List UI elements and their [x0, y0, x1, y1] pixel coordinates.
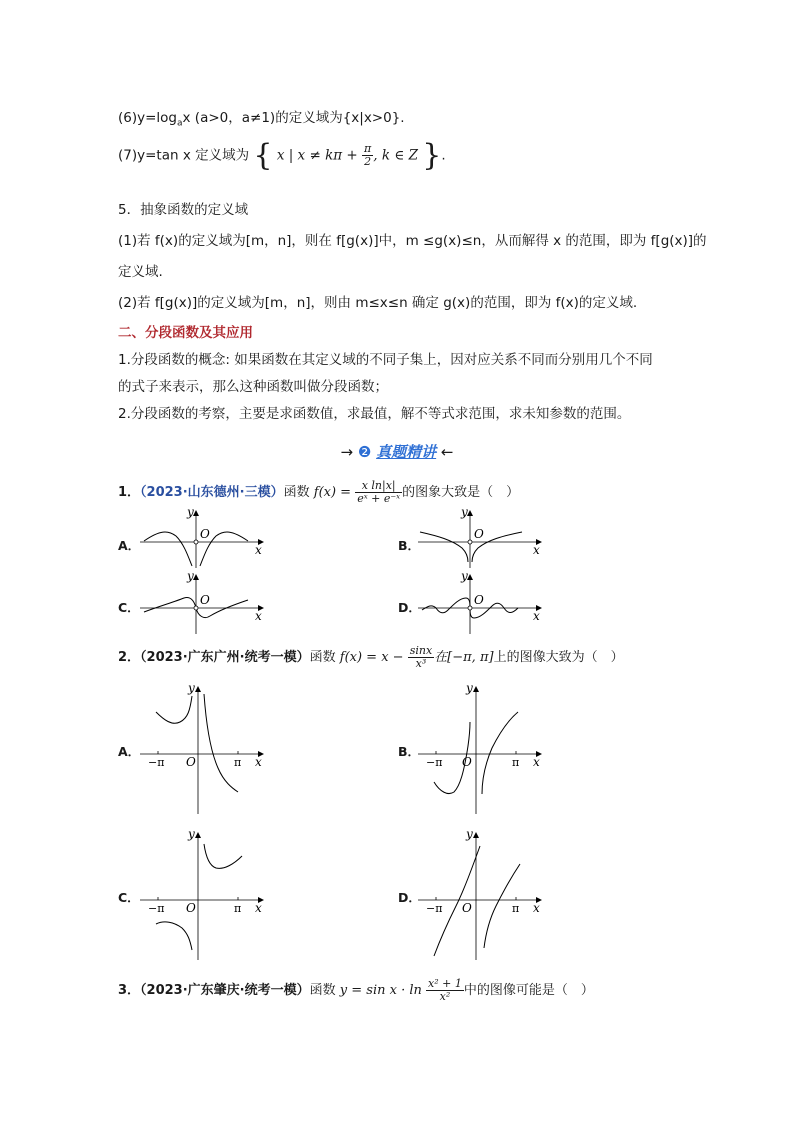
- question-3-stem: 3．（2023·广东肇庆·统考一模）函数 y = sin x · ln $\frac{\text{x² + 1}}{\text{x²}}$ 中的图像可能是（ ）: [118, 977, 594, 1004]
- y-axis-label: y: [187, 505, 194, 519]
- banner-badge: ❷: [357, 443, 372, 461]
- section-banner: [0, 441, 794, 462]
- log-domain-line: [118, 106, 405, 129]
- svg-text:x: x: [533, 543, 540, 557]
- q2-option-c-label[interactable]: C．: [118, 890, 140, 905]
- question-3-source: （2023·广东肇庆·统考一模）: [140, 983, 310, 999]
- section2-p1-line1: 1.分段函数的概念: 如果函数在其定义域的不同子集上，因对应关系不同而分别用几个不同: [118, 352, 653, 368]
- section2-heading: 二、分段函数及其应用: [118, 325, 253, 341]
- section2-p1-line2: 的式子来表示，那么这种函数叫做分段函数；: [118, 379, 388, 395]
- svg-text:y: y: [461, 505, 468, 519]
- svg-text:O: O: [186, 901, 196, 915]
- svg-text:y: y: [188, 681, 195, 695]
- q1-graph-a[interactable]: [140, 505, 270, 568]
- question-1-fraction: $\frac{\text{x ln|x|}}{\text{eˣ + e⁻ˣ}}$: [357, 479, 401, 506]
- question-2-stem: 2．（2023·广东广州·统考一模）函数 f(x) = x − $\frac{\sin x}{\text{x³}}$ 在[−π, π]上的图像大致为（ ）: [118, 644, 624, 671]
- svg-text:−π: −π: [148, 756, 165, 769]
- svg-text:O: O: [200, 593, 210, 607]
- svg-text:y: y: [461, 569, 468, 583]
- q1-graph-d[interactable]: [418, 570, 548, 634]
- q1-graph-b[interactable]: [418, 505, 548, 568]
- svg-text:O: O: [462, 755, 472, 769]
- svg-text:π: π: [512, 902, 520, 915]
- svg-text:π: π: [234, 902, 242, 915]
- q2-option-a-label[interactable]: A．: [118, 744, 141, 759]
- question-3-fraction: $\frac{\text{x² + 1}}{\text{x²}}$: [428, 977, 462, 1004]
- svg-text:π: π: [512, 756, 520, 769]
- tan-set-tail: , k ∈ Z: [373, 147, 418, 164]
- q1-option-a-label[interactable]: A．: [118, 538, 141, 553]
- q1-option-c-label[interactable]: C．: [118, 600, 140, 615]
- left-arrow: →: [340, 443, 354, 461]
- svg-text:x: x: [533, 755, 540, 769]
- q2-option-b-label[interactable]: B．: [398, 744, 421, 759]
- svg-text:y: y: [466, 827, 473, 841]
- question-1-source: （2023·山东德州·三模）: [140, 485, 284, 501]
- tan-set-body: x | x ≠ kπ +: [276, 147, 358, 164]
- svg-text:x: x: [255, 609, 262, 623]
- svg-text:O: O: [186, 755, 196, 769]
- right-arrow: ←: [440, 443, 454, 461]
- left-brace: {: [253, 138, 273, 173]
- q2-graph-b[interactable]: [418, 682, 548, 814]
- q2-graph-c[interactable]: [140, 828, 270, 960]
- section5-p1-line2: 定义域.: [118, 264, 163, 280]
- banner-text: 真题精讲: [376, 443, 437, 461]
- q2-graph-a[interactable]: [140, 682, 270, 814]
- svg-text:x: x: [533, 901, 540, 915]
- log-base: a: [177, 118, 183, 129]
- question-2-fraction: $\frac{\sin x}{\text{x³}}$: [409, 644, 433, 671]
- q1-option-d-label[interactable]: D．: [398, 600, 421, 615]
- pi-over-two: $\frac{\pi}{2}$: [364, 141, 372, 168]
- q2-option-d-label[interactable]: D．: [398, 890, 421, 905]
- svg-text:x: x: [255, 755, 262, 769]
- svg-text:O: O: [474, 527, 484, 541]
- q2-graph-d[interactable]: [418, 828, 548, 960]
- svg-text:−π: −π: [426, 902, 443, 915]
- log-prefix: (6)y=log: [118, 110, 178, 126]
- svg-text:O: O: [474, 593, 484, 607]
- right-brace: }: [422, 138, 442, 173]
- svg-text:y: y: [466, 681, 473, 695]
- svg-text:y: y: [188, 827, 195, 841]
- svg-text:−π: −π: [426, 756, 443, 769]
- tan-prefix: (7)y=tan x 定义域为: [118, 147, 250, 164]
- svg-text:π: π: [234, 756, 242, 769]
- question-1-stem: 1．（2023·山东德州·三模）函数 f(x) = $\frac{\text{x ln|x|}}{\text{eˣ + e⁻ˣ}}$ 的图象大致是（ ）: [118, 479, 520, 506]
- origin-label: O: [200, 527, 210, 541]
- question-2-source: （2023·广东广州·统考一模）: [140, 650, 310, 666]
- svg-text:−π: −π: [148, 902, 165, 915]
- log-suffix: x (a>0，a≠1)的定义域为{x|x>0}.: [182, 110, 405, 126]
- svg-text:y: y: [187, 569, 194, 583]
- section2-p2: 2.分段函数的考察，主要是求函数值，求最值，解不等式求范围，求未知参数的范围。: [118, 406, 631, 422]
- q1-graph-c[interactable]: [140, 570, 270, 634]
- x-axis-label: x: [255, 543, 262, 557]
- svg-text:x: x: [533, 609, 540, 623]
- q1-option-b-label[interactable]: B．: [398, 538, 421, 553]
- svg-text:x: x: [255, 901, 262, 915]
- section5-heading: 5．抽象函数的定义域: [118, 202, 249, 218]
- svg-text:O: O: [462, 901, 472, 915]
- section5-p1-line1: (1)若 f(x)的定义域为[m，n]，则在 f[g(x)]中，m ≤g(x)≤n，从而解得 x 的范围，即为 f[g(x)]的: [118, 233, 707, 249]
- tan-domain-line: (7)y=tan x 定义域为 { x | x ≠ kπ + $\frac{\pi}{2}$ , k ∈ Z }.: [118, 138, 446, 173]
- section5-p2: (2)若 f[g(x)]的定义域为[m，n]，则由 m≤x≤n 确定 g(x)的范围，即为 f(x)的定义域.: [118, 295, 638, 311]
